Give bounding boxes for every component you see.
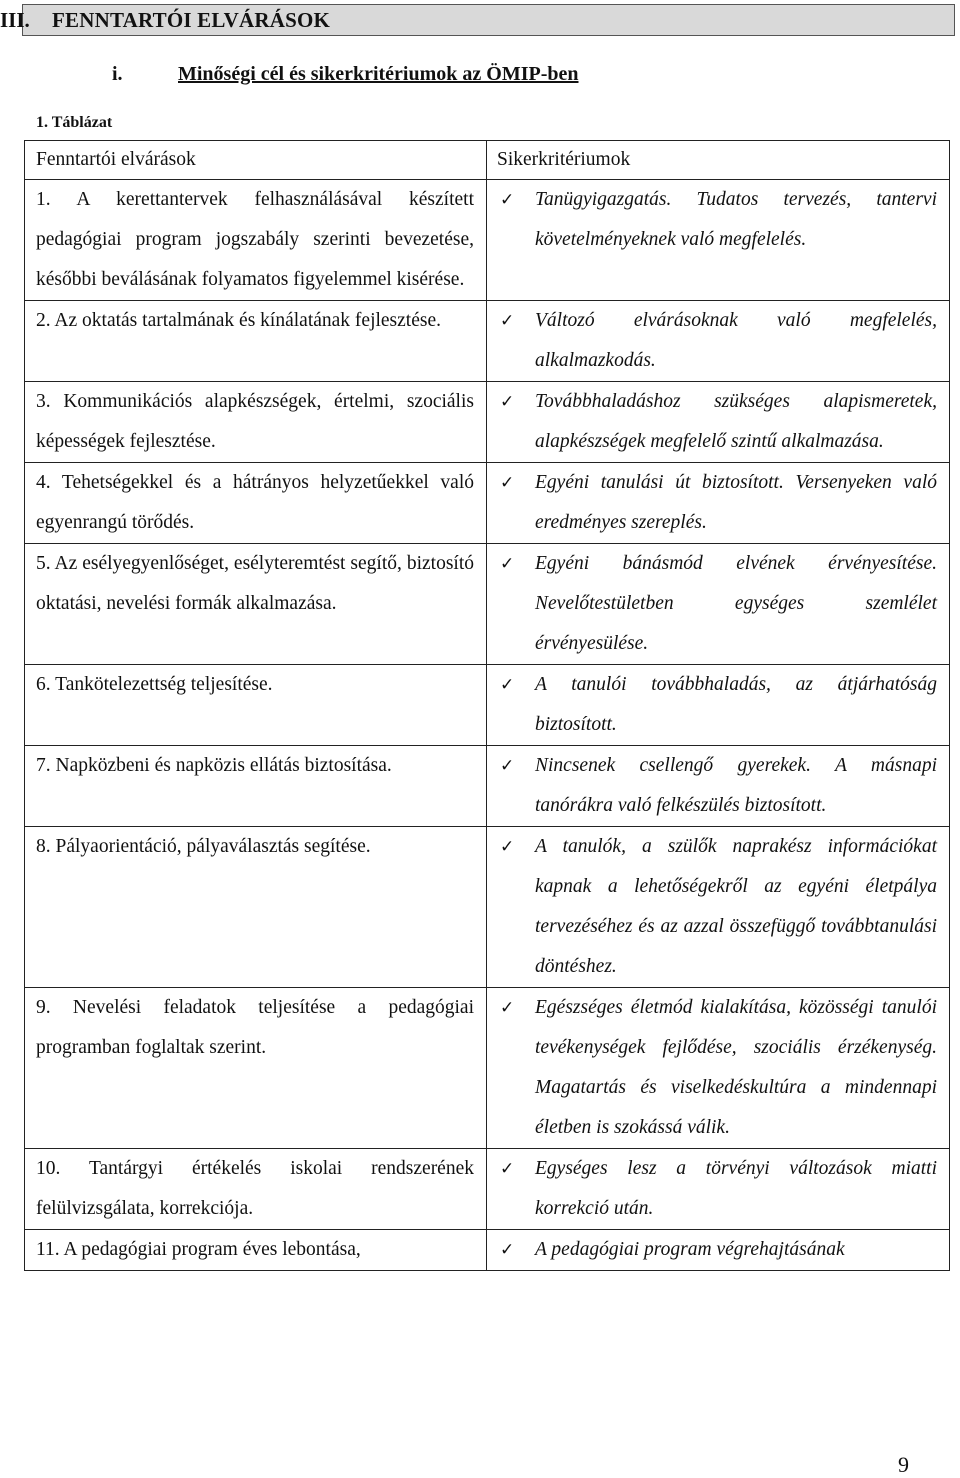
table-row: [25, 746, 950, 827]
criterion-cell: [487, 827, 950, 988]
table-row: [25, 665, 950, 746]
criterion-cell: [487, 544, 950, 665]
criterion-text: Tanügyigazgatás. Tudatos tervezés, tantervi követelményeknek való megfelelés.: [535, 189, 937, 250]
expectation-cell: 2. Az oktatás tartalmának és kínálatának fejlesztése.: [25, 301, 487, 382]
checkmark-icon: ✓: [500, 311, 515, 330]
header-fenntartoi-elvarasok: Fenntartói elvárások: [25, 141, 487, 180]
checkmark-icon: ✓: [500, 1240, 515, 1259]
table-row: [25, 180, 950, 301]
expectation-cell: 3. Kommunikációs alapkészségek, értelmi, szociális képességek fejlesztése.: [25, 382, 487, 463]
criterion-text: A tanulói továbbhaladás, az átjárhatóság biztosított.: [535, 674, 937, 735]
checkmark-icon: ✓: [500, 998, 515, 1017]
expectations-table: [24, 140, 950, 1271]
criterion-text: Változó elvárásoknak való megfelelés, alkalmazkodás.: [535, 310, 937, 371]
criterion-cell: [487, 463, 950, 544]
checkmark-icon: ✓: [500, 675, 515, 694]
criterion-text: Egyéni tanulási út biztosított. Versenyeken való eredményes szereplés.: [535, 472, 937, 533]
checkmark-icon: ✓: [500, 473, 515, 492]
checkmark-icon: ✓: [500, 837, 515, 856]
section-number: III.: [0, 8, 30, 32]
table-row: [25, 382, 950, 463]
checkmark-icon: ✓: [500, 392, 515, 411]
expectation-cell: 8. Pályaorientáció, pályaválasztás segítése.: [25, 827, 487, 988]
criterion-cell: [487, 746, 950, 827]
expectation-cell: 7. Napközbeni és napközis ellátás biztosítása.: [25, 746, 487, 827]
criterion-text: Egyéni bánásmód elvének érvényesítése. Nevelőtestületben egységes szemlélet érvényesülése.: [535, 553, 937, 654]
expectation-cell: 11. A pedagógiai program éves lebontása,: [25, 1230, 487, 1271]
criterion-text: Továbbhaladáshoz szükséges alapismeretek, alapkészségek megfelelő szintű alkalmazása.: [535, 391, 937, 452]
criterion-cell: [487, 988, 950, 1149]
section-title: FENNTARTÓI ELVÁRÁSOK: [52, 8, 331, 32]
expectation-cell: 1. A kerettantervek felhasználásával készített pedagógiai program jogszabály szerinti bevezetése, későbbi beválásának folyamatos figyelemmel kisérése.: [25, 180, 487, 301]
table-caption: 1. Táblázat: [36, 114, 113, 131]
expectation-cell: 5. Az esélyegyenlőséget, esélyteremtést segítő, biztosító oktatási, nevelési formák alkalmazása.: [25, 544, 487, 665]
checkmark-icon: ✓: [500, 1159, 515, 1178]
criterion-text: A pedagógiai program végrehajtásának: [535, 1239, 845, 1260]
expectation-cell: 4. Tehetségekkel és a hátrányos helyzetűekkel való egyenrangú törődés.: [25, 463, 487, 544]
checkmark-icon: ✓: [500, 190, 515, 209]
table-row: [25, 463, 950, 544]
criterion-text: A tanulók, a szülők naprakész információkat kapnak a lehetőségekről az egyéni életpálya tervezéséhez és az azzal összefüggő továbbtanulási döntéshez.: [535, 836, 937, 977]
criterion-cell: [487, 1149, 950, 1230]
subsection-number: i.: [112, 63, 123, 85]
table-row: [25, 1149, 950, 1230]
table-row: [25, 827, 950, 988]
page-number: 9: [898, 1452, 909, 1477]
criterion-cell: [487, 665, 950, 746]
table-row: [25, 544, 950, 665]
checkmark-icon: ✓: [500, 554, 515, 573]
table-row: [25, 988, 950, 1149]
table-header-row: [25, 141, 950, 180]
criterion-text: Egységes lesz a törvényi változások miatti korrekció után.: [535, 1158, 937, 1219]
expectation-cell: 9. Nevelési feladatok teljesítése a pedagógiai programban foglaltak szerint.: [25, 988, 487, 1149]
expectation-cell: 10. Tantárgyi értékelés iskolai rendszerének felülvizsgálata, korrekciója.: [25, 1149, 487, 1230]
criterion-cell: [487, 180, 950, 301]
header-sikerkriteriumok: Sikerkritériumok: [487, 141, 950, 180]
checkmark-icon: ✓: [500, 756, 515, 775]
criterion-cell: [487, 1230, 950, 1271]
table-row: [25, 301, 950, 382]
criterion-text: Egészséges életmód kialakítása, közösségi tanulói tevékenységek fejlődése, szociális érzékenység. Magatartás és viselkedéskultúra a mindennapi életben is szokássá válik.: [535, 997, 937, 1138]
table-row: [25, 1230, 950, 1271]
expectation-cell: 6. Tankötelezettség teljesítése.: [25, 665, 487, 746]
criterion-cell: [487, 301, 950, 382]
subsection-title: Minőségi cél és sikerkritériumok az ÖMIP-ben: [178, 63, 579, 85]
criterion-text: Nincsenek csellengő gyerekek. A másnapi tanórákra való felkészülés biztosított.: [535, 755, 937, 816]
criterion-cell: [487, 382, 950, 463]
